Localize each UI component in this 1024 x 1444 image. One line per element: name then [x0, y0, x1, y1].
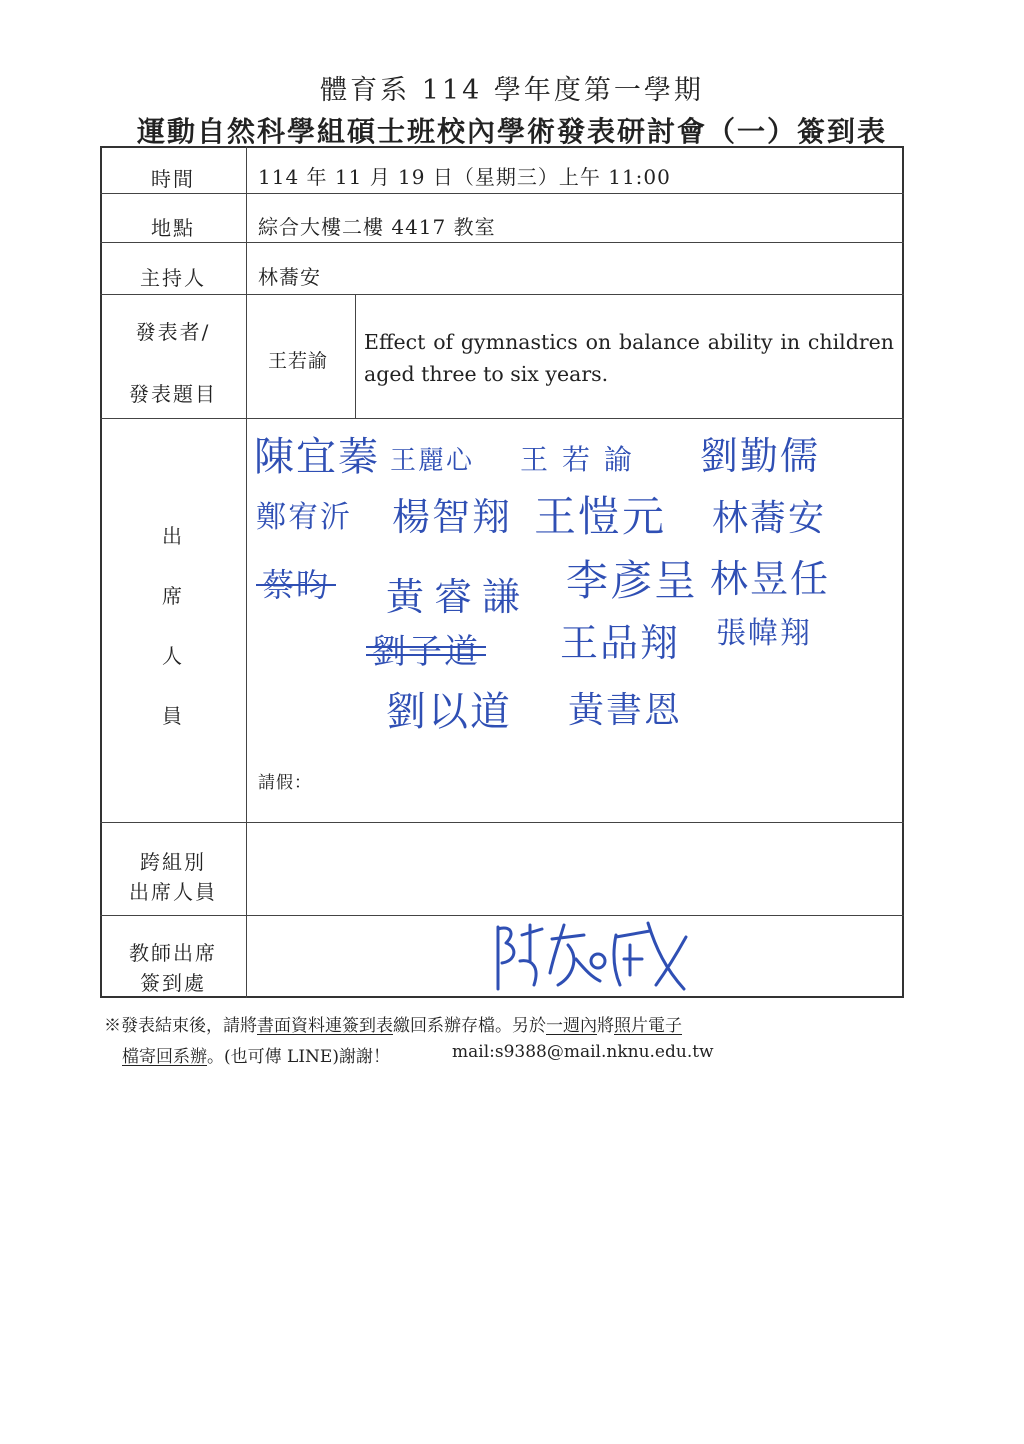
- footer-note-line2: 檔寄回系辦。(也可傳 LINE)謝謝！: [122, 1047, 390, 1067]
- host-value: 林蕎安: [258, 265, 321, 289]
- time-value: 114 年 11 月 19 日（星期三）上午 11:00: [258, 165, 671, 189]
- signature: 林蕎安: [712, 498, 827, 539]
- signature: 劉勤儒: [700, 434, 821, 478]
- cross-group-label: 出席人員: [129, 880, 217, 904]
- signature: 林昱任: [710, 557, 831, 601]
- signature: 黃睿謙: [386, 575, 531, 619]
- cross-group-label: 跨組別: [140, 850, 206, 874]
- crossed-out-signature: 蔡昀: [262, 560, 330, 606]
- document-subtitle: 運動自然科學組碩士班校內學術發表研討會（一）簽到表: [136, 115, 887, 148]
- row-divider: [100, 193, 904, 194]
- column-divider: [246, 146, 247, 998]
- presentation-topic: Effect of gymnastics on balance ability in children aged three to six years.: [364, 330, 894, 386]
- teacher-signature-image: [480, 915, 700, 995]
- signature: 王愷元: [534, 492, 667, 541]
- signature: 王品翔: [560, 621, 681, 665]
- place-value: 綜合大樓二樓 4417 教室: [258, 215, 496, 239]
- row-divider: [100, 822, 904, 823]
- teacher-label: 教師出席: [129, 941, 217, 965]
- signature: 鄭宥沂: [256, 500, 352, 535]
- signature: 王若諭: [520, 443, 647, 476]
- signature: 楊智翔: [392, 495, 513, 539]
- signature: 王麗心: [390, 446, 475, 476]
- column-divider: [355, 294, 356, 418]
- presenter-name: 王若諭: [268, 350, 329, 372]
- row-divider: [100, 418, 904, 419]
- attendees-label-char: 席: [162, 584, 184, 608]
- footer-note-line1: ※發表結束後，請將書面資料連簽到表繳回系辦存檔。另於一週內將照片電子: [104, 1016, 682, 1036]
- host-label: 主持人: [140, 266, 206, 290]
- leave-label: 請假：: [258, 773, 312, 793]
- crossed-out-signature: 劉子道: [372, 624, 480, 673]
- signature: 陳宜蓁: [254, 434, 380, 480]
- footer-email[interactable]: mail:s9388@mail.nknu.edu.tw: [452, 1042, 714, 1062]
- presenter-label: 發表者/: [135, 320, 211, 344]
- attendees-label-char: 員: [162, 704, 184, 728]
- attendees-label-char: 出: [162, 524, 184, 548]
- row-divider: [100, 242, 904, 243]
- row-divider: [100, 294, 904, 295]
- signature: 黃書恩: [568, 690, 683, 731]
- attendees-label-char: 人: [162, 644, 184, 668]
- signature: 李彥呈: [566, 556, 699, 605]
- document-title: 體育系 114 學年度第一學期: [320, 75, 704, 106]
- signature: 張幃翔: [716, 616, 812, 651]
- signature: 劉以道: [386, 689, 512, 735]
- teacher-label: 簽到處: [140, 971, 206, 995]
- topic-label: 發表題目: [129, 382, 217, 406]
- place-label: 地點: [151, 216, 195, 240]
- time-label: 時間: [151, 167, 195, 191]
